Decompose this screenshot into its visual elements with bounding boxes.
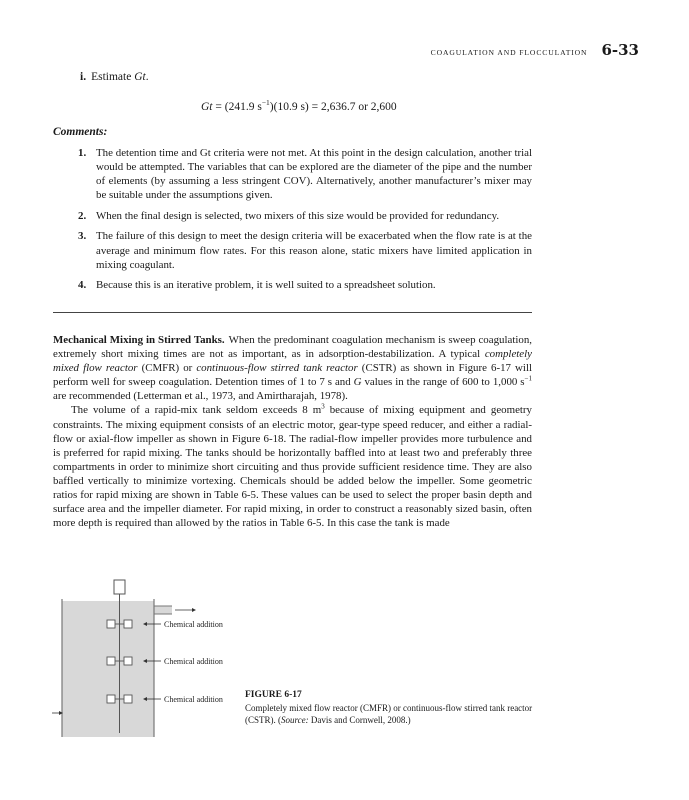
caption-text-a: Completely mixed flow reactor (CMFR) or continuous-flow stirred tank reactor (CSTR). ( bbox=[245, 702, 533, 725]
step-label: i. bbox=[80, 71, 87, 83]
outlet-water bbox=[154, 606, 172, 614]
p1-text-c: (CSTR) as shown in Figure 6-17 will perform well for sweep coagulation. Detention times of 1 to 7 s and bbox=[53, 362, 532, 389]
equation-part1: = (241.9 s bbox=[212, 100, 262, 113]
p1-term-cmfr: completely mixed flow reactor bbox=[53, 348, 532, 375]
p1-exponent: −1 bbox=[524, 374, 532, 383]
comment-item bbox=[78, 278, 532, 292]
equation-lhs: Gt bbox=[201, 100, 213, 113]
comment-item bbox=[78, 229, 532, 271]
p1-text-a: When the predominant coagulation mechanism is sweep coagulation, extremely short mixing times are not as important, as in adsorption-destabilization. A typical bbox=[53, 334, 533, 361]
paragraph-2 bbox=[53, 403, 532, 530]
comment-number: 4. bbox=[78, 279, 87, 292]
comment-item bbox=[78, 209, 532, 223]
run-in-heading: Mechanical Mixing in Stirred Tanks. bbox=[53, 334, 225, 346]
comment-text: The failure of this design to meet the design criteria will be exacerbated when the flow rate is at the average and minimum flow rates. For this reason alone, static mixers have limited application in mixing coagulant. bbox=[96, 230, 532, 271]
section-divider bbox=[53, 312, 532, 313]
comments-heading: Comments: bbox=[53, 126, 108, 138]
cstr-figure bbox=[50, 573, 245, 738]
step-text-var: Gt bbox=[134, 71, 146, 83]
p2-text-a: The volume of a rapid-mix tank seldom exceeds 8 m bbox=[71, 404, 322, 417]
figure-number: FIGURE 6-17 bbox=[245, 690, 302, 700]
equation-exponent: −1 bbox=[261, 98, 270, 107]
chemical-addition-label: Chemical addition bbox=[164, 620, 223, 629]
step-text-prefix: Estimate bbox=[91, 71, 135, 83]
running-head bbox=[431, 41, 639, 59]
comment-item bbox=[78, 146, 532, 202]
comment-text: The detention time and Gt criteria were not met. At this point in the design calculation, another trial would be attempted. The variables that can be explored are the diameter of the pipe and the number of elements (by assuming a less stringent COV). Alternatively, another manufacturer’s mixer may be suitable under the assumptions given. bbox=[96, 147, 532, 202]
caption-text-b: Davis and Cornwell, 2008.) bbox=[308, 715, 411, 725]
p2-text-b: because of mixing equipment and geometry constraints. The mixing equipment consists of an electric motor, gear-type speed reducer, and either a radial-flow or axial-flow impeller as shown in Figure 6-18. The radial-flow impeller provides more turbulence and is preferred for rapid mixing. The tanks should be horizontally baffled into at least two and preferably three compartments in order to minimize short circuiting and thus provide sufficient residence time. They are also baffled vertically to minimize vortexing. Chemicals should be added below the impeller. Some geometric ratios for rapid mixing are shown in Table 6-5. These values can be used to select the proper basin depth and surface area and the impeller diameter. For rapid mixing, in order to construct a reasonably sized basin, often more depth is required than allowed by the ratios in Table 6-5. In this case the tank is made bbox=[53, 404, 532, 530]
comment-text: Because this is an iterative problem, it is well suited to a spreadsheet solution. bbox=[96, 279, 436, 292]
motor-box bbox=[114, 580, 125, 594]
equation-part2: )(10.9 s) = 2,636.7 or 2,600 bbox=[269, 100, 397, 113]
p1-text-e: are recommended (Letterman et al., 1973, and Amirtharajah, 1978). bbox=[53, 390, 348, 403]
outlet-arrowhead bbox=[192, 608, 196, 612]
running-head-section: COAGULATION AND FLOCCULATION bbox=[430, 48, 588, 57]
step-i bbox=[80, 71, 149, 83]
p1-text-d: values in the range of 600 to 1,000 s bbox=[361, 376, 525, 389]
comment-number: 1. bbox=[78, 147, 87, 159]
p1-text-b: (CMFR) or bbox=[137, 362, 197, 375]
paragraph-1 bbox=[53, 333, 532, 403]
body-text bbox=[53, 333, 532, 530]
caption-source-label: Source: bbox=[281, 715, 309, 725]
chemical-addition-label: Chemical addition bbox=[164, 695, 223, 704]
page-number: 6-33 bbox=[601, 41, 639, 59]
step-text-suffix: . bbox=[145, 71, 149, 83]
comment-number: 2. bbox=[78, 209, 87, 222]
comment-number: 3. bbox=[78, 230, 87, 243]
p1-var-g: G bbox=[353, 376, 362, 389]
chemical-addition-label: Chemical addition bbox=[164, 657, 223, 666]
p1-term-cstr: continuous-flow stirred tank reactor bbox=[196, 362, 358, 375]
figure-caption bbox=[245, 689, 540, 727]
comments-list bbox=[78, 146, 532, 299]
comment-text: When the final design is selected, two mixers of this size would be provided for redundancy. bbox=[96, 209, 500, 222]
p2-exponent: 3 bbox=[321, 402, 325, 411]
gt-equation bbox=[201, 98, 397, 113]
